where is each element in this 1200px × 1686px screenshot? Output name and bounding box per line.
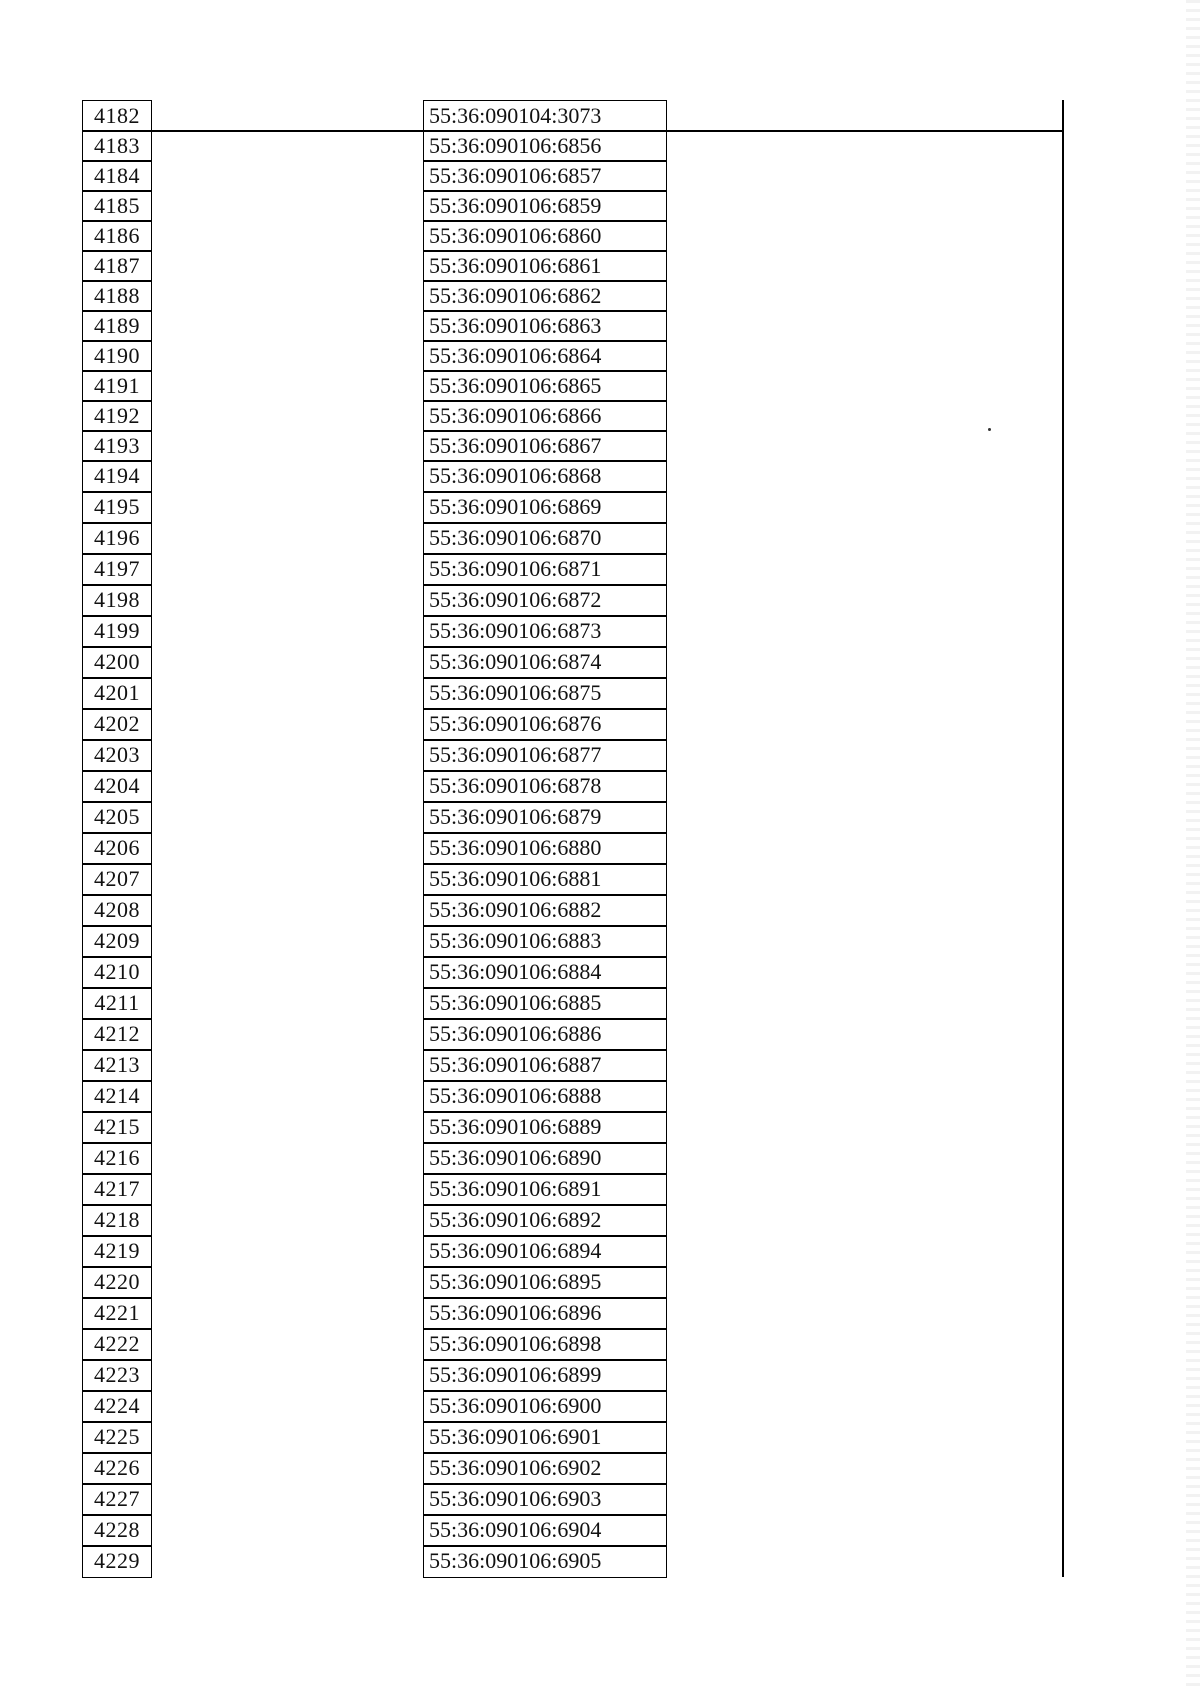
row-number-cell: 4211 xyxy=(82,987,152,1020)
cadastral-number-cell: 55:36:090106:6856 xyxy=(423,130,667,162)
row-number-cell: 4182 xyxy=(82,100,152,132)
cadastral-number-cell: 55:36:090106:6895 xyxy=(423,1266,667,1299)
row-number-cell: 4196 xyxy=(82,522,152,555)
row-number-cell: 4197 xyxy=(82,553,152,586)
cadastral-number-cell: 55:36:090106:6881 xyxy=(423,863,667,896)
cadastral-number-cell: 55:36:090106:6859 xyxy=(423,190,667,222)
scan-speck xyxy=(988,428,991,431)
cadastral-number-cell: 55:36:090106:6891 xyxy=(423,1173,667,1206)
cadastral-number-cell: 55:36:090106:6885 xyxy=(423,987,667,1020)
scan-edge-marks xyxy=(1186,0,1200,1686)
cadastral-number-cell: 55:36:090106:6899 xyxy=(423,1359,667,1392)
cadastral-number-cell: 55:36:090106:6875 xyxy=(423,677,667,710)
cadastral-number-cell: 55:36:090106:6902 xyxy=(423,1452,667,1485)
row-number-cell: 4187 xyxy=(82,250,152,282)
row-number-cell: 4201 xyxy=(82,677,152,710)
row-number-cell: 4204 xyxy=(82,770,152,803)
cadastral-number-cell: 55:36:090106:6880 xyxy=(423,832,667,865)
cadastral-number-cell: 55:36:090106:6878 xyxy=(423,770,667,803)
cadastral-number-cell: 55:36:090106:6900 xyxy=(423,1390,667,1423)
cadastral-number-cell: 55:36:090106:6898 xyxy=(423,1328,667,1361)
cadastral-number-cell: 55:36:090106:6886 xyxy=(423,1018,667,1051)
cadastral-number-cell: 55:36:090106:6870 xyxy=(423,522,667,555)
row-number-cell: 4190 xyxy=(82,340,152,372)
row-number-cell: 4206 xyxy=(82,832,152,865)
row-number-cell: 4183 xyxy=(82,130,152,162)
cadastral-number-cell: 55:36:090104:3073 xyxy=(423,100,667,132)
cadastral-number-cell: 55:36:090106:6887 xyxy=(423,1049,667,1082)
cadastral-number-cell: 55:36:090106:6866 xyxy=(423,400,667,432)
row-number-cell: 4200 xyxy=(82,646,152,679)
row-number-cell: 4227 xyxy=(82,1483,152,1516)
cadastral-number-cell: 55:36:090106:6861 xyxy=(423,250,667,282)
cadastral-number-cell: 55:36:090106:6871 xyxy=(423,553,667,586)
cadastral-number-cell: 55:36:090106:6876 xyxy=(423,708,667,741)
row-number-cell: 4202 xyxy=(82,708,152,741)
row-number-cell: 4222 xyxy=(82,1328,152,1361)
row-number-cell: 4217 xyxy=(82,1173,152,1206)
row-number-cell: 4226 xyxy=(82,1452,152,1485)
cadastral-number-cell: 55:36:090106:6889 xyxy=(423,1111,667,1144)
cadastral-number-cell: 55:36:090106:6867 xyxy=(423,430,667,462)
row-number-cell: 4219 xyxy=(82,1235,152,1268)
cadastral-number-cell: 55:36:090106:6904 xyxy=(423,1514,667,1547)
cadastral-number-cell: 55:36:090106:6860 xyxy=(423,220,667,252)
row-number-cell: 4193 xyxy=(82,430,152,462)
cadastral-number-cell: 55:36:090106:6894 xyxy=(423,1235,667,1268)
row-number-cell: 4225 xyxy=(82,1421,152,1454)
cadastral-number-cell: 55:36:090106:6877 xyxy=(423,739,667,772)
row-number-cell: 4208 xyxy=(82,894,152,927)
row-number-cell: 4215 xyxy=(82,1111,152,1144)
row-number-cell: 4221 xyxy=(82,1297,152,1330)
row-number-cell: 4218 xyxy=(82,1204,152,1237)
row-divider-line xyxy=(667,130,1063,132)
row-number-cell: 4189 xyxy=(82,310,152,342)
cadastral-number-cell: 55:36:090106:6863 xyxy=(423,310,667,342)
row-number-cell: 4186 xyxy=(82,220,152,252)
row-number-cell: 4209 xyxy=(82,925,152,958)
cadastral-number-cell: 55:36:090106:6873 xyxy=(423,615,667,648)
cadastral-number-cell: 55:36:090106:6883 xyxy=(423,925,667,958)
cadastral-number-cell: 55:36:090106:6896 xyxy=(423,1297,667,1330)
cadastral-number-cell: 55:36:090106:6872 xyxy=(423,584,667,617)
row-number-cell: 4216 xyxy=(82,1142,152,1175)
row-number-cell: 4214 xyxy=(82,1080,152,1113)
right-border-line xyxy=(1062,100,1064,1577)
row-number-cell: 4195 xyxy=(82,491,152,524)
cadastral-number-cell: 55:36:090106:6874 xyxy=(423,646,667,679)
row-number-cell: 4220 xyxy=(82,1266,152,1299)
row-number-cell: 4210 xyxy=(82,956,152,989)
row-number-cell: 4192 xyxy=(82,400,152,432)
row-number-cell: 4212 xyxy=(82,1018,152,1051)
cadastral-number-cell: 55:36:090106:6865 xyxy=(423,370,667,402)
row-number-cell: 4199 xyxy=(82,615,152,648)
row-number-cell: 4184 xyxy=(82,160,152,192)
row-number-cell: 4203 xyxy=(82,739,152,772)
cadastral-number-cell: 55:36:090106:6890 xyxy=(423,1142,667,1175)
cadastral-number-cell: 55:36:090106:6864 xyxy=(423,340,667,372)
row-number-cell: 4185 xyxy=(82,190,152,222)
row-number-cell: 4194 xyxy=(82,460,152,493)
row-number-cell: 4213 xyxy=(82,1049,152,1082)
row-number-cell: 4223 xyxy=(82,1359,152,1392)
cadastral-number-cell: 55:36:090106:6884 xyxy=(423,956,667,989)
row-number-cell: 4229 xyxy=(82,1545,152,1578)
cadastral-number-cell: 55:36:090106:6888 xyxy=(423,1080,667,1113)
cadastral-number-cell: 55:36:090106:6869 xyxy=(423,491,667,524)
row-number-cell: 4188 xyxy=(82,280,152,312)
cadastral-number-cell: 55:36:090106:6857 xyxy=(423,160,667,192)
cadastral-number-cell: 55:36:090106:6882 xyxy=(423,894,667,927)
row-number-cell: 4191 xyxy=(82,370,152,402)
cadastral-number-cell: 55:36:090106:6901 xyxy=(423,1421,667,1454)
cadastral-number-cell: 55:36:090106:6868 xyxy=(423,460,667,493)
cadastral-number-cell: 55:36:090106:6903 xyxy=(423,1483,667,1516)
cadastral-number-cell: 55:36:090106:6905 xyxy=(423,1545,667,1578)
cadastral-number-cell: 55:36:090106:6892 xyxy=(423,1204,667,1237)
row-divider-line xyxy=(152,130,423,132)
cadastral-number-cell: 55:36:090106:6862 xyxy=(423,280,667,312)
row-number-cell: 4198 xyxy=(82,584,152,617)
row-number-cell: 4224 xyxy=(82,1390,152,1423)
row-number-cell: 4228 xyxy=(82,1514,152,1547)
row-number-cell: 4205 xyxy=(82,801,152,834)
cadastral-number-cell: 55:36:090106:6879 xyxy=(423,801,667,834)
row-number-cell: 4207 xyxy=(82,863,152,896)
